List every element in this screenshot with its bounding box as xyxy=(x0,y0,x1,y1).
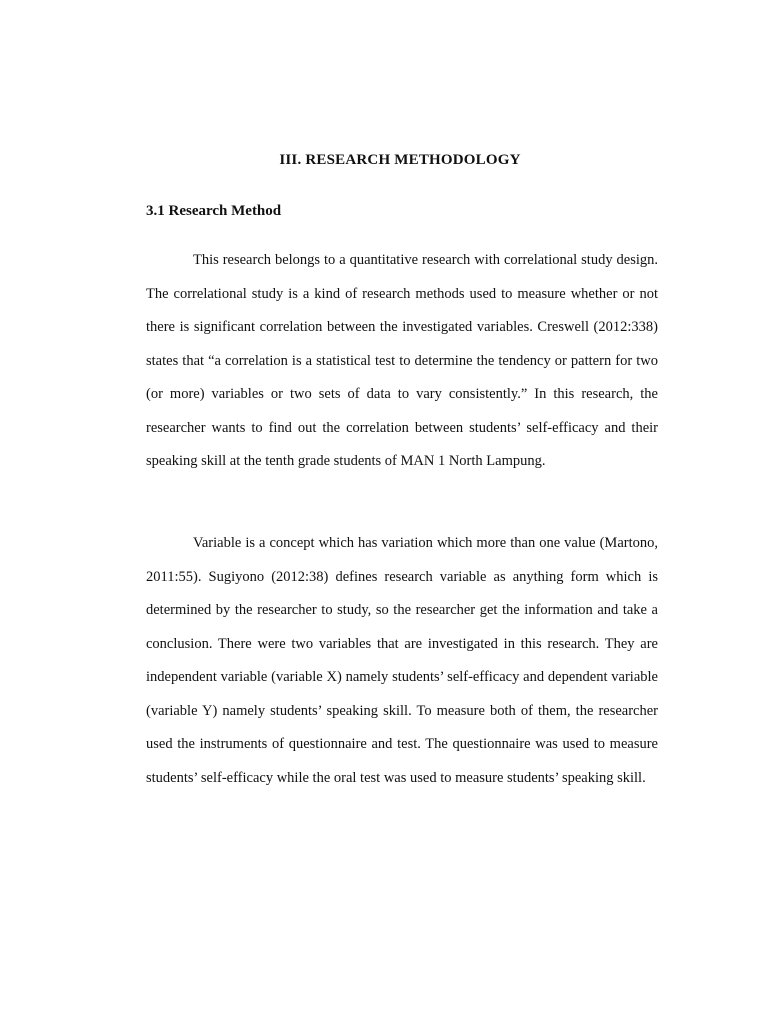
chapter-title: III. RESEARCH METHODOLOGY xyxy=(279,152,521,168)
paragraph-research-design: This research belongs to a quantitative research with correlational study design. The correlational study is a kind of research methods used to measure whether or not there is significant correlation between the investigated variables. Creswell (2012:338) states that “a correlation is a statistical test to determine the tendency or pattern for two (or more) variables or two sets of data to vary consistently.” In this research, the researcher wants to find out the correlation between students’ self-efficacy and their speaking skill at the tenth grade students of MAN 1 North Lampung. xyxy=(146,252,658,469)
section-heading: 3.1 Research Method xyxy=(146,203,282,219)
paragraph-variables: Variable is a concept which has variation which more than one value (Martono, 2011:55). Sugiyono (2012:38) defines research variable as anything form which is determined by the researcher to study, so the researcher get the information and take a conclusion. There were two variables that are investigated in this research. They are independent variable (variable X) namely students’ self-efficacy and dependent variable (variable Y) namely students’ speaking skill. To measure both of them, the researcher used the instruments of questionnaire and test. The questionnaire was used to measure students’ self-efficacy while the oral test was used to measure students’ speaking skill. xyxy=(146,535,658,786)
